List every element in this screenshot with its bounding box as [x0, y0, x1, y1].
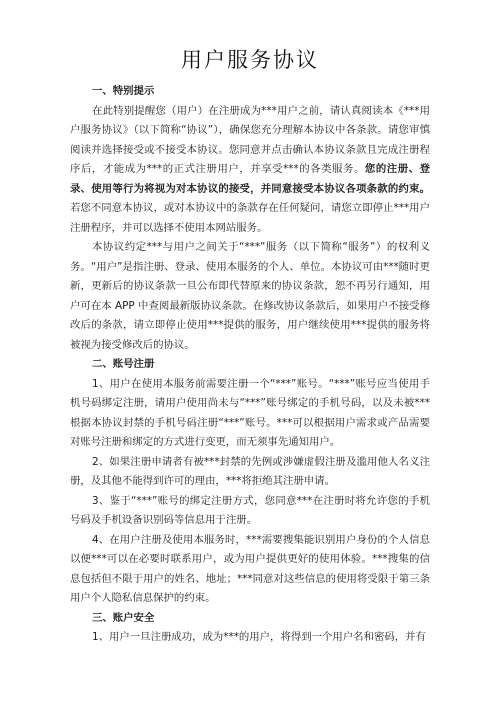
paragraph-registration-3: 3、鉴于“***”账号的绑定注册方式，您同意***在注册时将允许您的手机号码及手机设备识别码等信息用于注册。 [70, 494, 430, 526]
paragraph-registration-2: 2、如果注册申请者有被***封禁的先例或涉嫌虚假注册及滥用他人名义注册，及其他不能得到许可的理由，***将拒绝其注册申请。 [70, 455, 430, 487]
paragraph-security-1: 1、用户一旦注册成功，成为***的用户，将得到一个用户名和密码，并有 [92, 631, 426, 643]
paragraph-special-notice-1 [70, 102, 430, 239]
section-heading-account-security: 三、账户安全 [92, 611, 155, 624]
paragraph-registration-1: 1、用户在使用本服务前需要注册一个“***”账号。“***”账号应当使用手机号码绑定注册，请用户使用尚未与“***”账号绑定的手机号码，以及未被***根据本协议封禁的手机号码注册“***”账号。***可以根据用户需求或产品需要对账号注册和绑定的方式进行变更，而无须事先通知用户。 [70, 377, 430, 448]
section-heading-account-registration: 二、账号注册 [92, 358, 155, 370]
section-heading-special-notice: 一、特别提示 [92, 85, 155, 97]
text-run: 若您不同意本协议，或对本协议中的条款存在任何疑问，请您立即停止***用户注册程序，并可以选择不使用本网站服务。 [70, 202, 430, 234]
text-run: 在此特别提醒您（用户）在注册成为***用户之前，请认真阅读本《***用户服务协议》（以下简称“协议”），确保您充分理解本协议中各条款。请您审慎阅读并选择接受或不接受本协议。您同意并点击确认本协议条款且完成注册程序后，才能成为***的正式注册用户，并享受***的各类服务。 [70, 104, 430, 175]
agreement-body [70, 82, 430, 648]
page-title: 用户服务协议 [181, 48, 319, 72]
paragraph-registration-4: 4、在用户注册及使用本服务时，***需要搜集能识别用户身份的个人信息以便***可以在必要时联系用户，或为用户提供更好的使用体验。***搜集的信息包括但不限于用户的姓名、地址；***同意对这些信息的使用将受限于第三条用户个人隐私信息保护的约束。 [70, 533, 430, 604]
paragraph-special-notice-2: 本协议约定***与用户之间关于“***”服务（以下简称“服务”）的权利义务。“用户”是指注册、登录、使用本服务的个人、单位。本协议可由***随时更新，更新后的协议条款一旦公布即代替原来的协议条款，恕不再另行通知，用户可在本 APP 中查阅最新版协议条款。在修改协议条款后，如果用户不接受修改后的条款，请立即停止使用***提供的服务，用户继续使用***提供的服务将被视为接受修改后的协议。 [70, 241, 430, 351]
bold-text-run: 您的注册、登录、使用等行为将视为对本协议的接受，并同意接受本协议各项条款的约束。 [70, 163, 431, 195]
